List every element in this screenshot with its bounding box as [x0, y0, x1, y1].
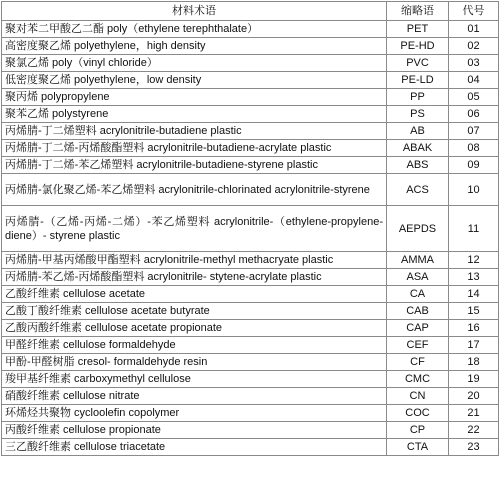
code-cell: 08 — [449, 140, 499, 157]
code-cell: 03 — [449, 55, 499, 72]
material-term-cell: 低密度聚乙烯 polyethylene，low density — [2, 72, 387, 89]
abbreviation-cell: CAB — [387, 303, 449, 320]
abbreviation-cell: ASA — [387, 269, 449, 286]
header-abbreviation: 缩略语 — [387, 2, 449, 21]
table-row — [2, 371, 499, 388]
code-cell: 07 — [449, 123, 499, 140]
abbreviation-cell: PVC — [387, 55, 449, 72]
material-term-cell: 硝酸纤维素 cellulose nitrate — [2, 388, 387, 405]
code-cell: 16 — [449, 320, 499, 337]
table-row — [2, 422, 499, 439]
code-cell: 06 — [449, 106, 499, 123]
material-term-cell: 丙烯腈-氯化聚乙烯-苯乙烯塑料 acrylonitrile-chlorinated acrylonitrile-styrene — [2, 174, 387, 206]
materials-table — [1, 1, 499, 456]
material-term-cell: 聚丙烯 polypropylene — [2, 89, 387, 106]
table-row — [2, 89, 499, 106]
code-cell: 04 — [449, 72, 499, 89]
code-cell: 21 — [449, 405, 499, 422]
code-cell: 22 — [449, 422, 499, 439]
abbreviation-cell: CTA — [387, 439, 449, 456]
material-term-cell: 丙烯腈-（乙烯-丙烯-二烯）-苯乙烯塑料 acrylonitrile-（ethylene-propylene-diene）- styrene plastic — [2, 206, 387, 252]
material-term-cell: 乙酸丁酸纤维素 cellulose acetate butyrate — [2, 303, 387, 320]
material-term-cell: 乙酸纤维素 cellulose acetate — [2, 286, 387, 303]
table-row — [2, 405, 499, 422]
abbreviation-cell: CMC — [387, 371, 449, 388]
material-term-cell: 丙烯腈-丁二烯-丙烯酸酯塑料 acrylonitrile-butadiene-acrylate plastic — [2, 140, 387, 157]
table-row — [2, 337, 499, 354]
material-term-cell: 丙烯腈-丁二烯塑料 acrylonitrile-butadiene plastic — [2, 123, 387, 140]
table-row — [2, 439, 499, 456]
table-row — [2, 269, 499, 286]
code-cell: 23 — [449, 439, 499, 456]
abbreviation-cell: CA — [387, 286, 449, 303]
code-cell: 14 — [449, 286, 499, 303]
table-row — [2, 174, 499, 206]
abbreviation-cell: PE-LD — [387, 72, 449, 89]
abbreviation-cell: ABS — [387, 157, 449, 174]
material-term-cell: 丙烯腈-苯乙烯-丙烯酸酯塑料 acrylonitrile- stytene-acrylate plastic — [2, 269, 387, 286]
code-cell: 02 — [449, 38, 499, 55]
abbreviation-cell: PE-HD — [387, 38, 449, 55]
table-header-row — [2, 2, 499, 21]
table-row — [2, 252, 499, 269]
abbreviation-cell: CN — [387, 388, 449, 405]
abbreviation-cell: AB — [387, 123, 449, 140]
abbreviation-cell: ABAK — [387, 140, 449, 157]
code-cell: 09 — [449, 157, 499, 174]
material-term-cell: 聚苯乙烯 polystyrene — [2, 106, 387, 123]
header-code: 代号 — [449, 2, 499, 21]
abbreviation-cell: CF — [387, 354, 449, 371]
code-cell: 18 — [449, 354, 499, 371]
material-term-cell: 聚对苯二甲酸乙二酯 poly（ethylene terephthalate） — [2, 21, 387, 38]
material-term-cell: 乙酸丙酸纤维素 cellulose acetate propionate — [2, 320, 387, 337]
abbreviation-cell: AMMA — [387, 252, 449, 269]
code-cell: 15 — [449, 303, 499, 320]
abbreviation-cell: CP — [387, 422, 449, 439]
material-term-cell: 丙烯腈-甲基丙烯酸甲酯塑料 acrylonitrile-methyl methacryate plastic — [2, 252, 387, 269]
abbreviation-cell: AEPDS — [387, 206, 449, 252]
code-cell: 10 — [449, 174, 499, 206]
table-row — [2, 38, 499, 55]
abbreviation-cell: CAP — [387, 320, 449, 337]
code-cell: 20 — [449, 388, 499, 405]
table-row — [2, 303, 499, 320]
table-row — [2, 320, 499, 337]
code-cell: 19 — [449, 371, 499, 388]
material-term-cell: 丙酸纤维素 cellulose propionate — [2, 422, 387, 439]
table-row — [2, 106, 499, 123]
code-cell: 17 — [449, 337, 499, 354]
material-term-cell: 高密度聚乙烯 polyethylene，high density — [2, 38, 387, 55]
abbreviation-cell: COC — [387, 405, 449, 422]
material-term-cell: 甲酚-甲醛树脂 cresol- formaldehyde resin — [2, 354, 387, 371]
table-row — [2, 72, 499, 89]
material-term-cell: 聚氯乙烯 poly（vinyl chloride） — [2, 55, 387, 72]
table-row — [2, 286, 499, 303]
table-row — [2, 140, 499, 157]
abbreviation-cell: PP — [387, 89, 449, 106]
abbreviation-cell: CEF — [387, 337, 449, 354]
material-term-cell: 环烯烃共聚物 cycloolefin copolymer — [2, 405, 387, 422]
material-term-cell: 甲醛纤维素 cellulose formaldehyde — [2, 337, 387, 354]
table-row — [2, 388, 499, 405]
material-term-cell: 丙烯腈-丁二烯-苯乙烯塑料 acrylonitrile-butadiene-styrene plastic — [2, 157, 387, 174]
abbreviation-cell: PS — [387, 106, 449, 123]
table-row — [2, 206, 499, 252]
abbreviation-cell: ACS — [387, 174, 449, 206]
code-cell: 13 — [449, 269, 499, 286]
table-row — [2, 55, 499, 72]
material-term-cell: 三乙酸纤维素 cellulose triacetate — [2, 439, 387, 456]
table-row — [2, 157, 499, 174]
code-cell: 11 — [449, 206, 499, 252]
material-term-cell: 羧甲基纤维素 carboxymethyl cellulose — [2, 371, 387, 388]
table-row — [2, 123, 499, 140]
code-cell: 01 — [449, 21, 499, 38]
code-cell: 05 — [449, 89, 499, 106]
table-row — [2, 354, 499, 371]
code-cell: 12 — [449, 252, 499, 269]
table-row — [2, 21, 499, 38]
header-material-term: 材料术语 — [2, 2, 387, 21]
abbreviation-cell: PET — [387, 21, 449, 38]
